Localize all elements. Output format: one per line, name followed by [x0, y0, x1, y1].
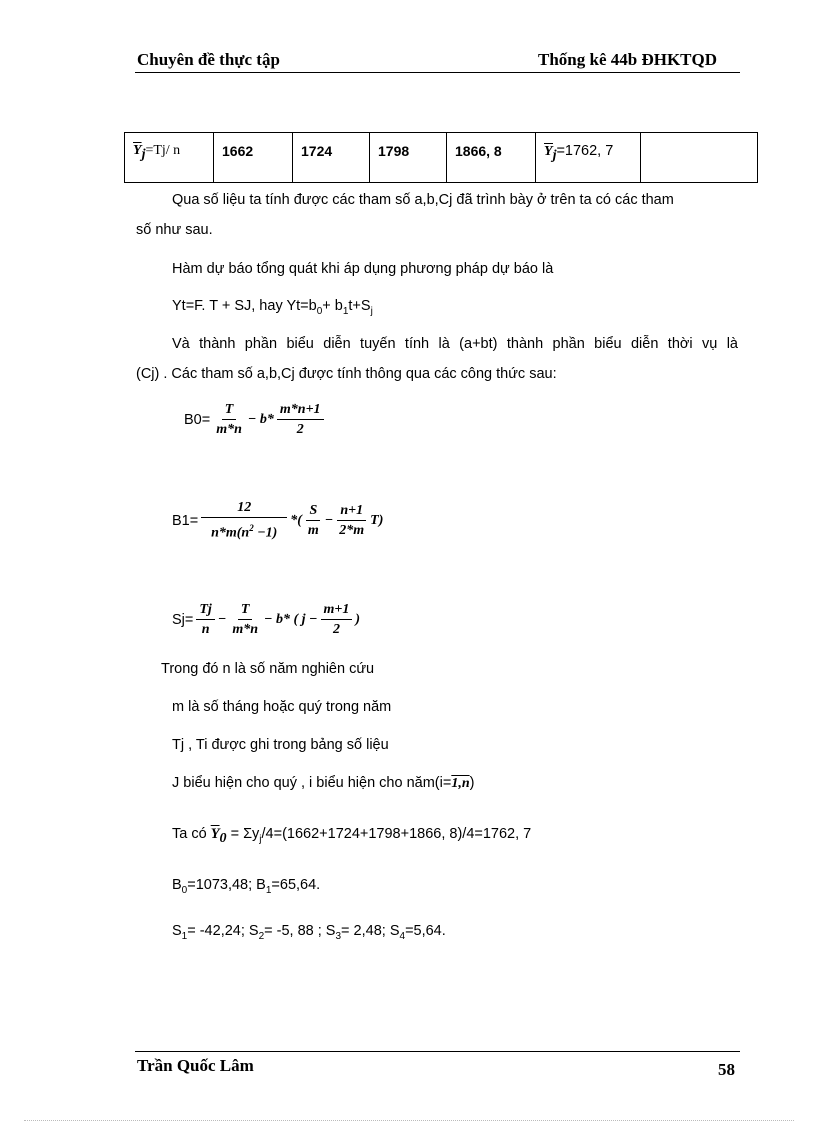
- paragraph-1-line-2: số như sau.: [136, 222, 213, 238]
- fraction: $\frac{S}{m}$: [307, 502, 319, 538]
- table-cell: 1662: [214, 133, 293, 183]
- table-cell: 1798: [370, 133, 447, 183]
- fraction: $\frac{T}{m*n}$: [232, 602, 258, 637]
- table-cell: 1866, 8: [447, 133, 536, 183]
- page-number: 58: [718, 1060, 735, 1079]
- paragraph-4-line-2: (Cj) . Các tham số a,b,Cj được tính thông qua các công thức sau:: [136, 366, 557, 382]
- data-table: [124, 132, 758, 183]
- average-computation: Ta có $\overline{Y}_0 = \Sigma y_j/4=(1662+1724+1798+1866$, 8)/4=1762, 7: [172, 826, 532, 846]
- table-cell-average: $\overline{Y}_j=1762$, 7: [536, 133, 641, 183]
- where-line-4: J biểu hiện cho quý , i biểu hiện cho năm(i=1,n): [172, 775, 475, 791]
- y-double-bar-symbol: $\overline{Y}$: [544, 144, 553, 159]
- paragraph-1-line-1: Qua số liệu ta tính được các tham số a,b,Cj đã trình bày ở trên ta có các tham: [172, 192, 674, 208]
- page-bottom-border: [24, 1120, 794, 1121]
- table-cell: 1724: [293, 133, 370, 183]
- s-coefficients: $S_1= -42,24$; $S_2= -5$, 88 ; $S_3= 2,48$; $S_4=5,64$.: [172, 923, 446, 942]
- fraction: $\frac{T}{m*n}$: [216, 402, 242, 437]
- where-line-1: Trong đó n là số năm nghiên cứu: [161, 661, 375, 677]
- where-line-3: Tj , Ti được ghi trong bảng số liệu: [172, 737, 389, 753]
- b-coefficients: $B_0=1073,48$; $B_1=65,64$.: [172, 877, 321, 896]
- fraction: $\frac{m+1}{2}$: [321, 602, 353, 638]
- table-cell-empty: [641, 133, 758, 183]
- fraction: $\frac{12}{n*m(n^2 -1)}$: [201, 500, 287, 542]
- y0-bar-symbol: $\overline{Y}$: [210, 826, 220, 842]
- footer-rule: [135, 1051, 740, 1052]
- header-rule: [135, 72, 740, 73]
- footer-author: Trần Quốc Lâm: [137, 1056, 254, 1075]
- fraction: $\frac{Tj}{n}$: [196, 602, 214, 638]
- paragraph-3: Yt=F. T + SJ, hay $Yt=b_0+ b_1t+S_j$: [172, 298, 373, 317]
- fraction: $\frac{m*n+1}{2}$: [277, 402, 324, 438]
- y-bar-symbol: $\overline{Y}$: [133, 143, 142, 158]
- where-line-2: m là số tháng hoặc quý trong năm: [172, 699, 392, 715]
- header-right: Thống kê 44b ĐHKTQD: [538, 50, 718, 69]
- formula-sj: S j = $\frac{Tj}{n}$ − $\frac{T}{m*n}$ − b* ( j − $\frac{m+1}{2}$ ): [172, 602, 361, 637]
- fraction: $\frac{n+1}{2*m}$: [339, 502, 365, 538]
- header-left: Chuyên đề thực tập: [137, 50, 280, 69]
- paragraph-2: Hàm dự báo tổng quát khi áp dụng phương pháp dự báo là: [172, 261, 554, 277]
- paragraph-4-line-1: Và thành phần biểu diễn tuyến tính là (a+bt) thành phần biểu diễn thời vụ là: [172, 336, 738, 352]
- table-row: [125, 133, 758, 183]
- table-cell-label: $\overline{Y}_j=Tj/$ n: [125, 133, 214, 183]
- formula-b0: B 0 = $\frac{T}{m*n}$ − b* $\frac{m*n+1}{2}$: [184, 402, 327, 438]
- range-1-n: 1,n: [451, 776, 470, 791]
- formula-b1: B 1 = $\frac{12}{n*m(n^2 -1)}$ *( $\frac{S}{m}$ − $\frac{n+1}{2*m}$ T): [172, 500, 384, 541]
